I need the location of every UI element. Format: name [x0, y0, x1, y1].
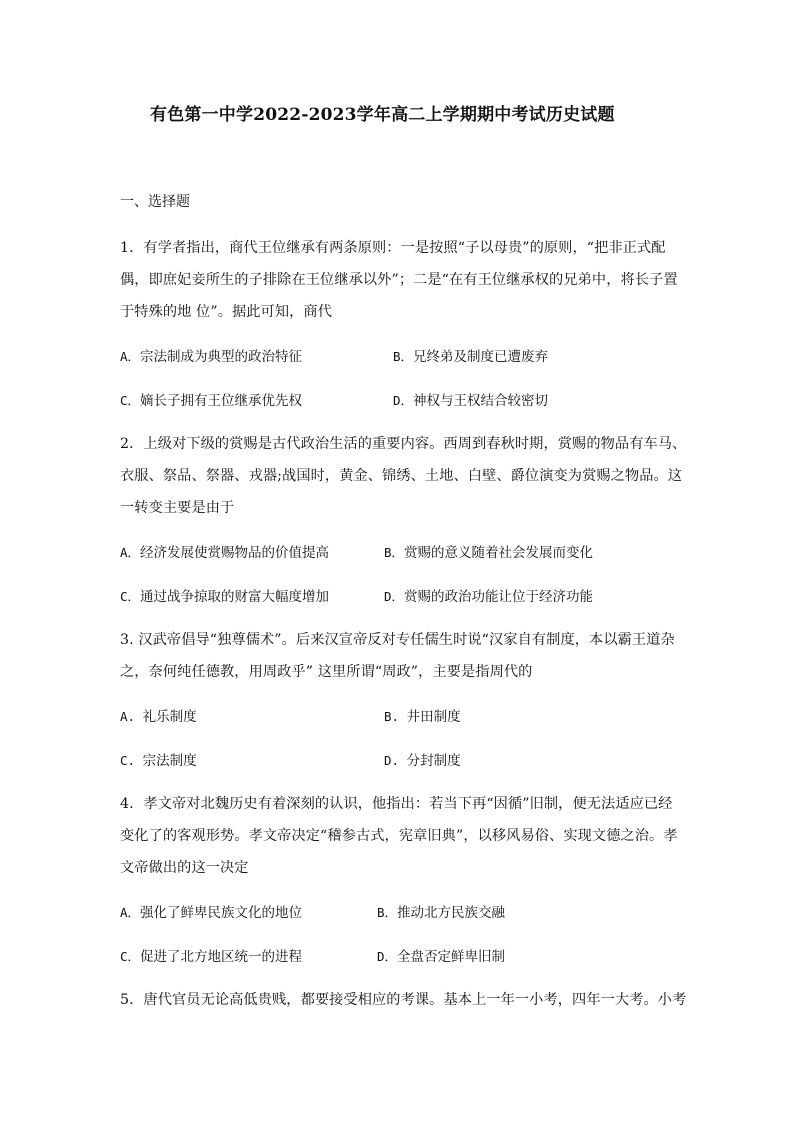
option-text: 宗法制成为典型的政治特征: [140, 349, 303, 365]
option-text: 分封制度: [406, 753, 461, 769]
page-title: 有色第一中学2022-2023学年高二上学期期中考试历史试题: [150, 105, 615, 125]
question-2-line-2: 衣服、祭品、祭器、戎器;战国时，黄金、锦绣、土地、白壁、爵位演变为赏赐之物品。这: [120, 468, 683, 484]
question-5-line-1: 5．唐代官员无论高低贵贱，都要接受相应的考课。基本上一年一小考，四年一大考。小考: [120, 992, 687, 1008]
question-3-option-c: [120, 749, 197, 769]
option-letter: A．: [120, 905, 141, 920]
question-3-option-b: [384, 705, 461, 725]
option-letter: A.: [120, 709, 143, 724]
question-1-option-b: [393, 345, 548, 365]
option-letter: A．: [120, 545, 141, 560]
option-letter: B．: [384, 545, 405, 560]
question-3-option-a: [120, 705, 197, 725]
option-text: 赏赐的意义随着社会发展而变化: [404, 545, 594, 561]
question-4-line-2: 变化了的客观形势。孝文帝决定“稽参古式，宪章旧典”，以移风易俗、实现文德之治。孝: [120, 828, 678, 844]
question-2-line-1: 2．上级对下级的赏赐是古代政治生活的重要内容。西周到春秋时期，赏赐的物品有车马、: [120, 436, 687, 452]
option-letter: C．: [120, 393, 141, 408]
question-4-option-a: [120, 901, 302, 921]
question-2-option-c: [120, 585, 329, 605]
option-letter: B．: [393, 349, 414, 364]
question-2-option-a: [120, 541, 329, 561]
option-text: 嫡长子拥有王位继承优先权: [140, 393, 303, 409]
question-1-line-1: 1．有学者指出，商代王位继承有两条原则：一是按照“子以母贵”的原则，“把非正式配: [120, 240, 666, 256]
option-letter: D．: [393, 393, 414, 408]
option-text: 兄终弟及制度已遭废弃: [413, 349, 549, 365]
question-1-line-3: 于特殊的地 位”。据此可知，商代: [120, 304, 332, 320]
question-2-line-3: 一转变主要是由于: [120, 500, 235, 516]
question-3-line-2: 之，奈何纯任德教，用周政乎” 这里所谓“周政”，主要是指周代的: [120, 664, 533, 680]
option-letter: C.: [120, 753, 143, 768]
option-text: 神权与王权结合较密切: [413, 393, 549, 409]
option-letter: B．: [377, 905, 398, 920]
option-text: 推动北方民族交融: [397, 905, 506, 921]
question-2-option-d: [384, 585, 593, 605]
option-letter: A．: [120, 349, 141, 364]
option-text: 促进了北方地区统一的进程: [140, 949, 303, 965]
option-text: 全盘否定鲜卑旧制: [397, 949, 506, 965]
question-1-option-a: [120, 345, 302, 365]
option-letter: C．: [120, 949, 141, 964]
question-3-line-1: 3. 汉武帝倡导“独尊儒术”。后来汉宣帝反对专任儒生时说“汉家自有制度，本以霸王道杂: [120, 632, 675, 648]
question-1-line-2: 偶，即庶妃妾所生的子排除在王位继承以外”；二是“在有王位继承权的兄弟中，将长子置: [120, 272, 678, 288]
option-text: 经济发展使赏赐物品的价值提高: [140, 545, 330, 561]
option-text: 通过战争掠取的财富大幅度增加: [140, 589, 330, 605]
question-1-option-d: [393, 389, 548, 409]
option-text: 宗法制度: [142, 753, 197, 769]
question-3-option-d: [384, 749, 461, 769]
question-4-option-c: [120, 945, 302, 965]
question-1-option-c: [120, 389, 302, 409]
question-4-line-1: 4．孝文帝对北魏历史有着深刻的认识，他指出：若当下再“因循”旧制，便无法适应已经: [120, 796, 673, 812]
question-4-option-b: [377, 901, 505, 921]
option-text: 井田制度: [406, 709, 461, 725]
section-heading: 一、选择题: [120, 194, 190, 210]
option-letter: D．: [377, 949, 398, 964]
option-letter: C．: [120, 589, 141, 604]
option-letter: B.: [384, 709, 407, 724]
option-letter: D.: [384, 753, 407, 768]
option-text: 礼乐制度: [142, 709, 197, 725]
question-4-option-d: [377, 945, 505, 965]
option-text: 强化了鲜卑民族文化的地位: [140, 905, 303, 921]
question-4-line-3: 文帝做出的这一决定: [120, 860, 249, 876]
option-text: 赏赐的政治功能让位于经济功能: [404, 589, 594, 605]
question-2-option-b: [384, 541, 593, 561]
option-letter: D．: [384, 589, 405, 604]
